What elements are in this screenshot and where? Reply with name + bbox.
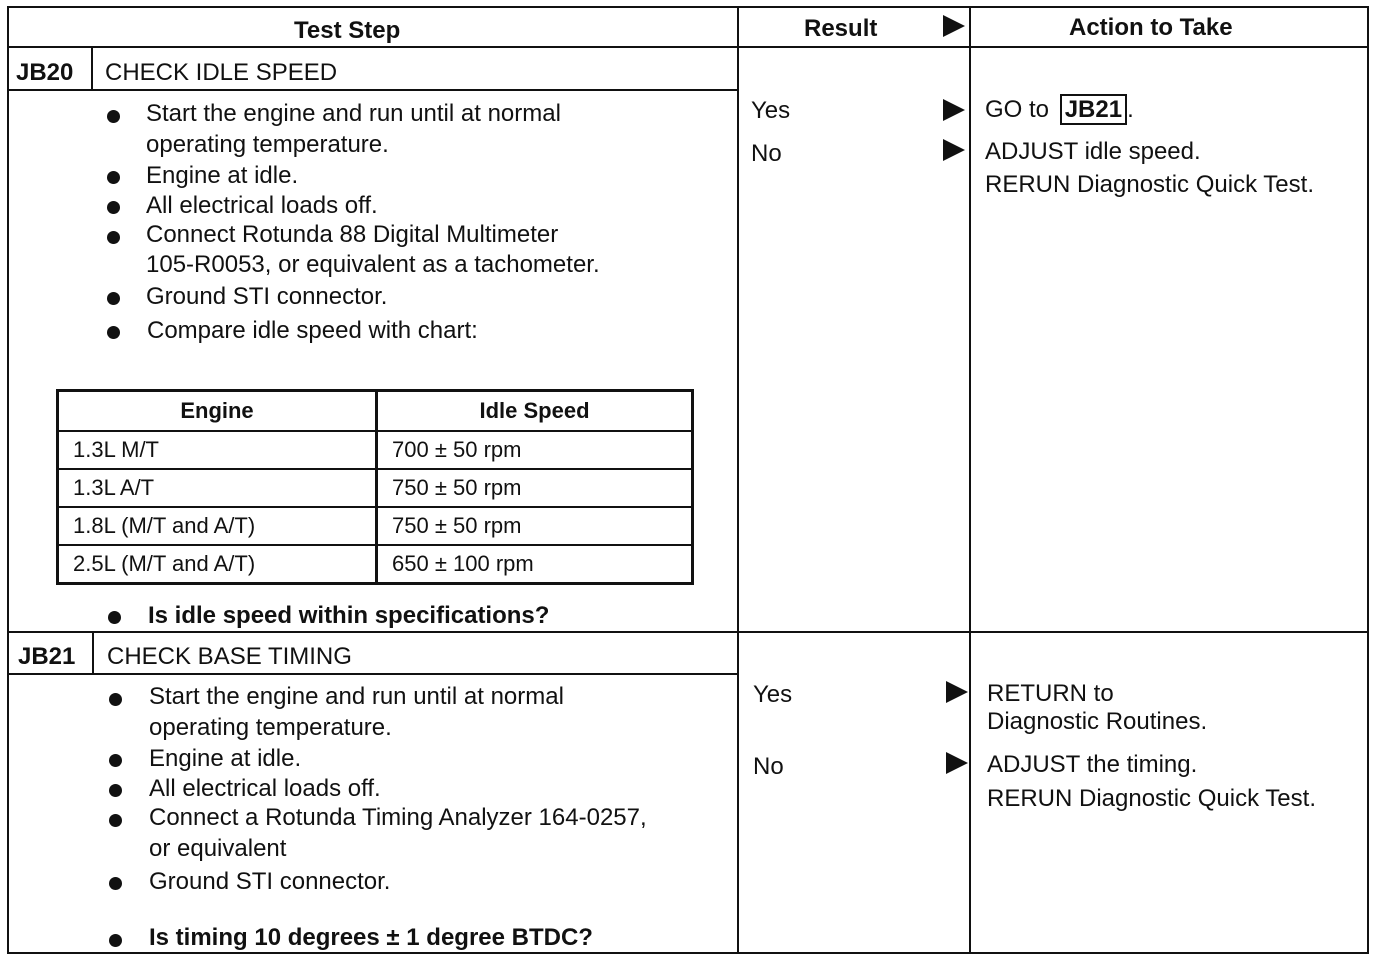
header-divider bbox=[7, 46, 1369, 48]
jb21-yes-action-1: RETURN to bbox=[987, 680, 1114, 707]
jb21-question: Is timing 10 degrees ± 1 degree BTDC? bbox=[149, 924, 593, 951]
idle-speed-table bbox=[56, 389, 694, 585]
jb20-step-3: All electrical loads off. bbox=[146, 192, 378, 219]
jb21-result-yes: Yes bbox=[753, 681, 793, 708]
table-row bbox=[58, 431, 693, 469]
jb21-step-2: Engine at idle. bbox=[149, 745, 302, 772]
bullet-icon bbox=[109, 877, 122, 890]
table-row bbox=[58, 545, 693, 584]
result-arrow-icon bbox=[943, 139, 965, 161]
header-arrow-icon bbox=[943, 15, 965, 37]
jb20-result-no: No bbox=[751, 140, 782, 167]
jb21-step-5: Ground STI connector. bbox=[149, 868, 391, 895]
bullet-icon bbox=[107, 231, 120, 244]
table-cell-idle-speed: 650 ± 100 rpm bbox=[377, 545, 693, 584]
jb21-step-1a: Start the engine and run until at normal bbox=[149, 683, 564, 710]
jb21-title: CHECK BASE TIMING bbox=[107, 643, 352, 670]
header-test-step: Test Step bbox=[294, 17, 401, 44]
jb20-question: Is idle speed within specifications? bbox=[148, 602, 550, 629]
jb21-step-1b: operating temperature. bbox=[149, 714, 392, 741]
table-cell-engine: 1.3L M/T bbox=[58, 431, 377, 469]
jb21-code-divider bbox=[92, 631, 94, 673]
result-arrow-icon bbox=[946, 752, 968, 774]
bullet-icon bbox=[107, 110, 120, 123]
jb20-result-yes: Yes bbox=[751, 97, 791, 124]
table-cell-idle-speed: 700 ± 50 rpm bbox=[377, 431, 693, 469]
table-header-row bbox=[58, 391, 693, 432]
jb21-step-4a: Connect a Rotunda Timing Analyzer 164-0257, bbox=[149, 804, 647, 831]
result-arrow-icon bbox=[943, 99, 965, 121]
jb20-yes-action bbox=[985, 95, 1134, 125]
table-header-engine: Engine bbox=[58, 391, 377, 432]
jb21-no-action-1: ADJUST the timing. bbox=[987, 751, 1198, 778]
jb21-result-no: No bbox=[753, 753, 784, 780]
bullet-icon bbox=[109, 814, 122, 827]
jb20-step-5: Ground STI connector. bbox=[146, 283, 388, 310]
jb20-step-4b: 105-R0053, or equivalent as a tachometer. bbox=[146, 251, 600, 278]
jb20-no-action-1: ADJUST idle speed. bbox=[985, 138, 1201, 165]
table-cell-idle-speed: 750 ± 50 rpm bbox=[377, 469, 693, 507]
bullet-icon bbox=[109, 693, 122, 706]
jb20-title-underline bbox=[7, 89, 737, 91]
jb20-yes-action-period: . bbox=[1127, 96, 1134, 123]
jb20-step-1b: operating temperature. bbox=[146, 131, 389, 158]
table-cell-engine: 1.8L (M/T and A/T) bbox=[58, 507, 377, 545]
section-divider bbox=[7, 631, 1369, 633]
jb21-yes-action-2: Diagnostic Routines. bbox=[987, 708, 1208, 735]
table-header-idle-speed: Idle Speed bbox=[377, 391, 693, 432]
table-cell-engine: 2.5L (M/T and A/T) bbox=[58, 545, 377, 584]
table-cell-idle-speed: 750 ± 50 rpm bbox=[377, 507, 693, 545]
bullet-icon bbox=[107, 171, 120, 184]
table-row bbox=[58, 469, 693, 507]
header-result: Result bbox=[804, 15, 878, 42]
jb21-title-underline bbox=[7, 673, 737, 675]
header-action: Action to Take bbox=[1069, 14, 1233, 41]
table-row bbox=[58, 507, 693, 545]
jb21-no-action-2: RERUN Diagnostic Quick Test. bbox=[987, 785, 1316, 812]
jb21-step-3: All electrical loads off. bbox=[149, 775, 381, 802]
jb20-code: JB20 bbox=[16, 59, 74, 86]
jb20-code-divider bbox=[91, 46, 93, 89]
bullet-icon bbox=[107, 292, 120, 305]
bullet-icon bbox=[109, 754, 122, 767]
jb20-step-1a: Start the engine and run until at normal bbox=[146, 100, 561, 127]
bullet-icon bbox=[109, 934, 122, 947]
jb21-code: JB21 bbox=[18, 643, 76, 670]
jb21-reference-link[interactable]: JB21 bbox=[1060, 94, 1127, 125]
bullet-icon bbox=[107, 326, 120, 339]
bullet-icon bbox=[107, 201, 120, 214]
column-divider-action bbox=[969, 6, 971, 954]
jb20-no-action-2: RERUN Diagnostic Quick Test. bbox=[985, 171, 1314, 198]
column-divider-result bbox=[737, 6, 739, 954]
table-cell-engine: 1.3L A/T bbox=[58, 469, 377, 507]
jb20-yes-action-text: GO to bbox=[985, 96, 1050, 123]
jb20-step-2: Engine at idle. bbox=[146, 162, 299, 189]
jb20-title: CHECK IDLE SPEED bbox=[105, 59, 338, 86]
result-arrow-icon bbox=[946, 681, 968, 703]
jb21-step-4b: or equivalent bbox=[149, 835, 287, 862]
bullet-icon bbox=[109, 784, 122, 797]
jb20-step-6: Compare idle speed with chart: bbox=[147, 317, 478, 344]
bullet-icon bbox=[108, 611, 121, 624]
jb20-step-4a: Connect Rotunda 88 Digital Multimeter bbox=[146, 221, 559, 248]
